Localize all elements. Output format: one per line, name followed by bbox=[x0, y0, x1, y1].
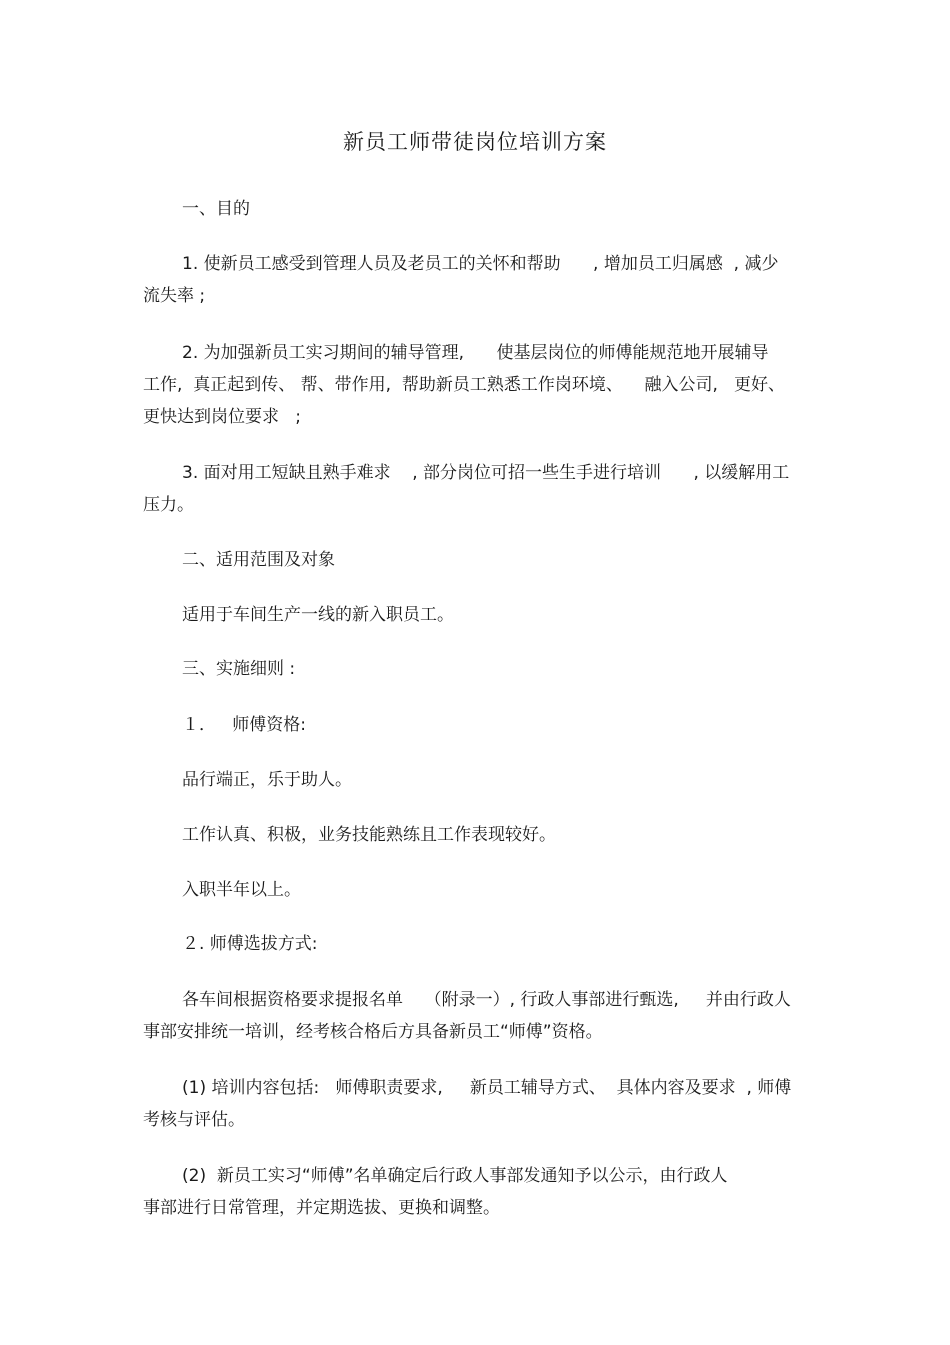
paragraph-line: 1. 使新员工感受到管理人员及老员工的关怀和帮助 , 增加员工归属感 , 减少 bbox=[182, 254, 779, 274]
paragraph-line: 工作, 真正起到传、 帮、带作用, 帮助新员工熟悉工作岗环境、 融入公司, 更好、 bbox=[143, 375, 786, 395]
paragraph-line: 考核与评估。 bbox=[143, 1110, 245, 1130]
section-heading-rules: 三、实施细则 : bbox=[182, 659, 296, 679]
subheading-line: １． 师傅资格: bbox=[182, 715, 306, 735]
paragraph-line: 更快达到岗位要求 ; bbox=[143, 407, 301, 427]
paragraph-line: 工作认真、积极，业务技能熟练且工作表现较好。 bbox=[182, 825, 556, 845]
paragraph-line: 入职半年以上。 bbox=[182, 880, 301, 900]
paragraph-line: 2. 为加强新员工实习期间的辅导管理, 使基层岗位的师傅能规范地开展辅导 bbox=[182, 343, 769, 363]
paragraph-line: 事部安排统一培训，经考核合格后方具备新员工“师傅”资格。 bbox=[143, 1022, 603, 1042]
paragraph-line: 事部进行日常管理，并定期选拔、更换和调整。 bbox=[143, 1198, 500, 1218]
section-heading-scope: 二、适用范围及对象 bbox=[182, 550, 335, 570]
section-heading-purpose: 一、目的 bbox=[182, 199, 250, 219]
paragraph-line: (1) 培训内容包括: 师傅职责要求, 新员工辅导方式、 具体内容及要求 , 师傅 bbox=[182, 1078, 792, 1098]
paragraph-line: (2) 新员工实习“师傅”名单确定后行政人事部发通知予以公示，由行政人 bbox=[182, 1166, 728, 1186]
paragraph-line: 流失率 ; bbox=[143, 286, 206, 306]
paragraph-line: 适用于车间生产一线的新入职员工。 bbox=[182, 605, 454, 625]
paragraph-line: 品行端正，乐于助人。 bbox=[182, 770, 352, 790]
paragraph-line: 各车间根据资格要求提报名单 （附录一）, 行政人事部进行甄选, 并由行政人 bbox=[182, 990, 791, 1010]
paragraph-line: 压力。 bbox=[143, 495, 194, 515]
document-title: 新员工师带徒岗位培训方案 bbox=[343, 130, 607, 154]
paragraph-line: 3. 面对用工短缺且熟手难求 , 部分岗位可招一些生手进行培训 , 以缓解用工 bbox=[182, 463, 790, 483]
subheading-line: ２. 师傅选拔方式: bbox=[182, 934, 318, 954]
